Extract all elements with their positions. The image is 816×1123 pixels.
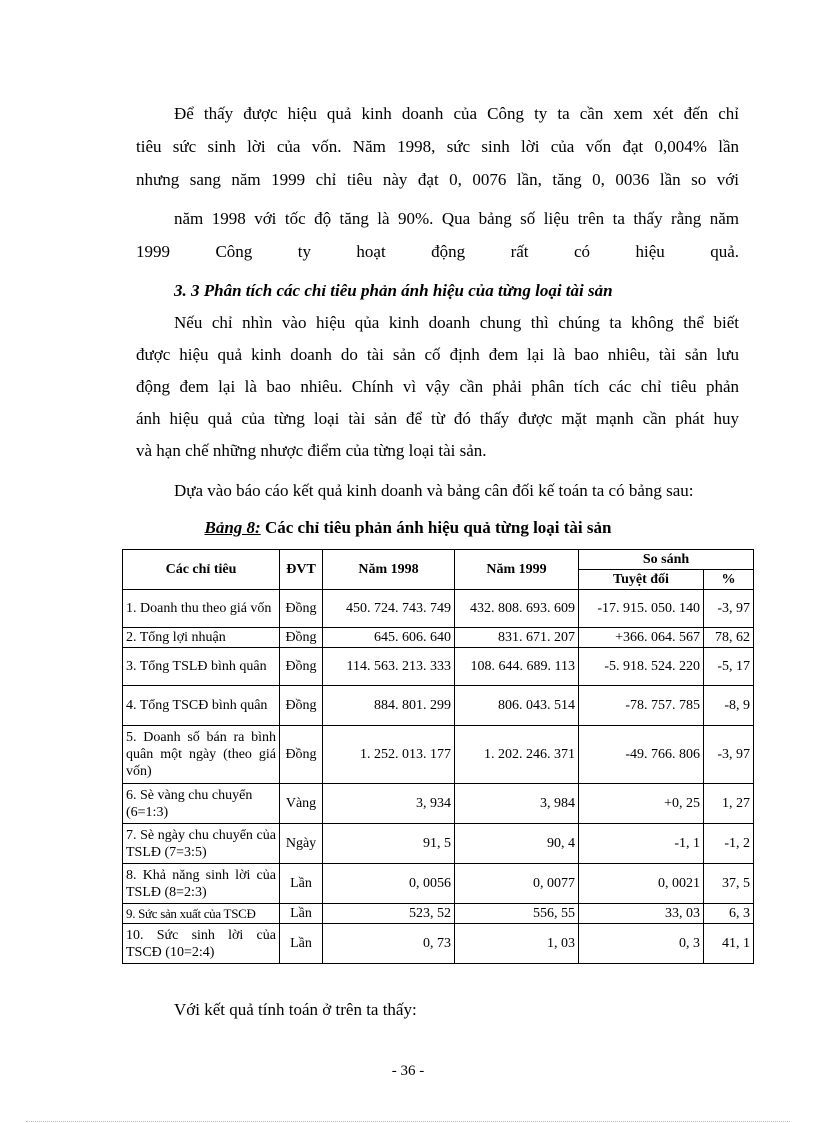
- cell-indicator: 2. Tổng lợi nhuận: [123, 628, 280, 648]
- paragraph-1-line-5: 1999 Công ty hoạt động rất có hiệu quả.: [136, 242, 739, 261]
- cell-unit: Lần: [280, 904, 323, 924]
- table-caption-label: Bảng 8:: [204, 518, 261, 537]
- cell-1998: 0, 0056: [323, 864, 455, 904]
- cell-1999: 90, 4: [455, 824, 579, 864]
- cell-unit: Vàng: [280, 784, 323, 824]
- cell-absolute: -17. 915. 050. 140: [579, 590, 704, 628]
- cell-1999: 432. 808. 693. 609: [455, 590, 579, 628]
- cell-1999: 108. 644. 689. 113: [455, 648, 579, 686]
- cell-unit: Đồng: [280, 590, 323, 628]
- cell-percent: -8, 9: [704, 686, 754, 726]
- page-bottom-rule: [26, 1121, 790, 1122]
- section-heading: 3. 3 Phân tích các chỉ tiêu phản ánh hiệu của từng loại tài sản: [174, 281, 613, 300]
- cell-percent: -3, 97: [704, 726, 754, 784]
- header-year-1998: Năm 1998: [323, 550, 455, 590]
- cell-1998: 91, 5: [323, 824, 455, 864]
- table-row: [123, 726, 754, 784]
- paragraph-1-line-4: năm 1998 với tốc độ tăng là 90%. Qua bảng số liệu trên ta thấy rằng năm: [174, 209, 739, 228]
- cell-indicator: 7. Sè ngày chu chuyển của TSLĐ (7=3:5): [123, 824, 280, 864]
- cell-percent: 41, 1: [704, 924, 754, 964]
- cell-unit: Đồng: [280, 648, 323, 686]
- cell-indicator: 9. Sức sản xuất của TSCĐ: [123, 904, 280, 924]
- cell-unit: Lần: [280, 864, 323, 904]
- table-caption-title: Các chỉ tiêu phản ánh hiệu quả từng loại tài sản: [260, 518, 612, 537]
- table-row: [123, 824, 754, 864]
- table-row: [123, 784, 754, 824]
- cell-percent: 78, 62: [704, 628, 754, 648]
- cell-1999: 806. 043. 514: [455, 686, 579, 726]
- cell-indicator: 1. Doanh thu theo giá vốn: [123, 590, 280, 628]
- cell-1999: 0, 0077: [455, 864, 579, 904]
- header-compare: So sánh: [579, 550, 754, 570]
- cell-absolute: +366. 064. 567: [579, 628, 704, 648]
- paragraph-2-line-3: động đem lại là bao nhiêu. Chính vì vậy cần phải phân tích các chỉ tiêu phản: [136, 377, 739, 396]
- table-row: [123, 590, 754, 628]
- cell-absolute: +0, 25: [579, 784, 704, 824]
- table-row: [123, 904, 754, 924]
- cell-indicator: 5. Doanh số bán ra bình quân một ngày (theo giá vốn): [123, 726, 280, 784]
- paragraph-3: Dựa vào báo cáo kết quả kinh doanh và bảng cân đối kế toán ta có bảng sau:: [174, 481, 694, 500]
- cell-absolute: 0, 3: [579, 924, 704, 964]
- table-row: [123, 648, 754, 686]
- cell-absolute: 0, 0021: [579, 864, 704, 904]
- cell-1999: 556, 55: [455, 904, 579, 924]
- cell-1998: 645. 606. 640: [323, 628, 455, 648]
- cell-unit: Ngày: [280, 824, 323, 864]
- cell-1998: 1. 252. 013. 177: [323, 726, 455, 784]
- paragraph-2-line-2: được hiệu quả kinh doanh do tài sản cố định đem lại là bao nhiêu, tài sản lưu: [136, 345, 739, 364]
- cell-indicator: 8. Khả năng sinh lời của TSLĐ (8=2:3): [123, 864, 280, 904]
- cell-1999: 3, 984: [455, 784, 579, 824]
- header-indicator: Các chỉ tiêu: [123, 550, 280, 590]
- paragraph-4: Với kết quả tính toán ở trên ta thấy:: [174, 1000, 417, 1019]
- header-year-1999: Năm 1999: [455, 550, 579, 590]
- paragraph-2-line-4: ánh hiệu quả của từng loại tài sản để từ đó thấy được mặt mạnh cần phát huy: [136, 409, 739, 428]
- paragraph-1-line-3: nhưng sang năm 1999 chỉ tiêu này đạt 0, 0076 lần, tăng 0, 0036 lần so với: [136, 170, 739, 189]
- table-row: [123, 864, 754, 904]
- page-number: - 36 -: [391, 1063, 425, 1079]
- cell-absolute: -49. 766. 806: [579, 726, 704, 784]
- cell-1998: 884. 801. 299: [323, 686, 455, 726]
- paragraph-2-line-1: Nếu chỉ nhìn vào hiệu qủa kinh doanh chung thì chúng ta không thể biết: [174, 313, 739, 332]
- paragraph-2-line-5: và hạn chế những nhược điểm của từng loại tài sản.: [136, 441, 487, 460]
- table-row: [123, 628, 754, 648]
- indicators-table: [122, 549, 754, 964]
- cell-absolute: -78. 757. 785: [579, 686, 704, 726]
- cell-percent: 1, 27: [704, 784, 754, 824]
- cell-1999: 1. 202. 246. 371: [455, 726, 579, 784]
- table-row: [123, 686, 754, 726]
- cell-indicator: 10. Sức sinh lời của TSCĐ (10=2:4): [123, 924, 280, 964]
- header-unit: ĐVT: [280, 550, 323, 590]
- header-percent: %: [704, 570, 754, 590]
- cell-absolute: -5. 918. 524. 220: [579, 648, 704, 686]
- cell-unit: Đồng: [280, 726, 323, 784]
- cell-percent: 37, 5: [704, 864, 754, 904]
- cell-1999: 1, 03: [455, 924, 579, 964]
- cell-unit: Đồng: [280, 686, 323, 726]
- cell-percent: -1, 2: [704, 824, 754, 864]
- table-caption: [0, 518, 816, 538]
- cell-indicator: 6. Sè vàng chu chuyển (6=1:3): [123, 784, 280, 824]
- cell-1998: 450. 724. 743. 749: [323, 590, 455, 628]
- cell-1999: 831. 671. 207: [455, 628, 579, 648]
- table-row: [123, 924, 754, 964]
- paragraph-1-line-2: tiêu sức sinh lời của vốn. Năm 1998, sức sinh lời của vốn đạt 0,004% lần: [136, 137, 739, 156]
- cell-percent: -5, 17: [704, 648, 754, 686]
- cell-absolute: -1, 1: [579, 824, 704, 864]
- cell-percent: 6, 3: [704, 904, 754, 924]
- cell-indicator: 3. Tổng TSLĐ bình quân: [123, 648, 280, 686]
- cell-absolute: 33, 03: [579, 904, 704, 924]
- cell-1998: 523, 52: [323, 904, 455, 924]
- cell-unit: Đồng: [280, 628, 323, 648]
- cell-1998: 3, 934: [323, 784, 455, 824]
- cell-percent: -3, 97: [704, 590, 754, 628]
- cell-unit: Lần: [280, 924, 323, 964]
- header-absolute: Tuyệt đối: [579, 570, 704, 590]
- cell-1998: 0, 73: [323, 924, 455, 964]
- paragraph-1-line-1: Để thấy được hiệu quả kinh doanh của Công ty ta cần xem xét đến chỉ: [174, 104, 739, 123]
- cell-1998: 114. 563. 213. 333: [323, 648, 455, 686]
- cell-indicator: 4. Tổng TSCĐ bình quân: [123, 686, 280, 726]
